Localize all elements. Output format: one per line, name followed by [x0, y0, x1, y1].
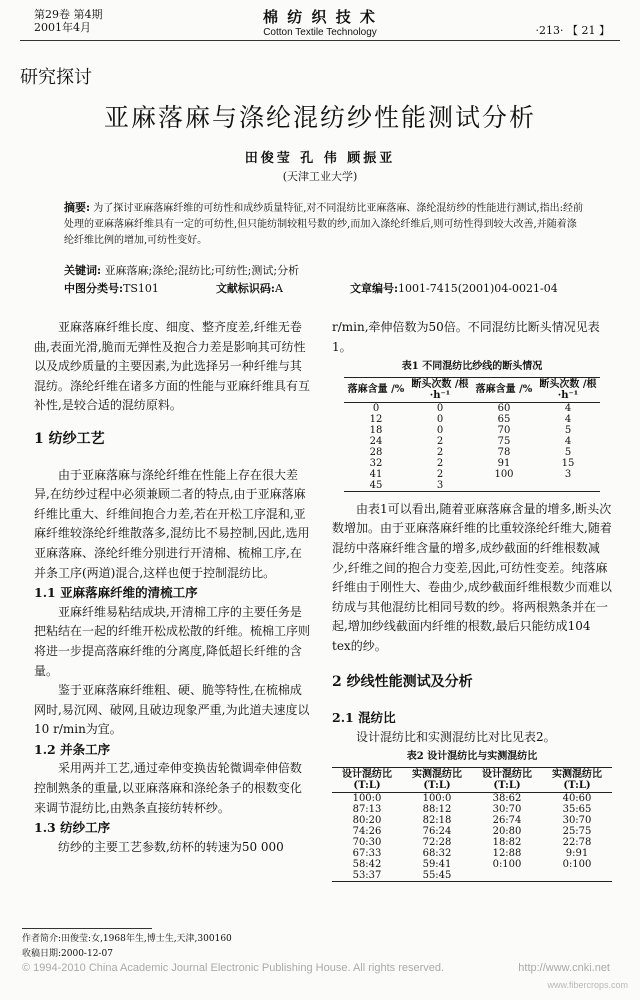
table-cell	[472, 480, 536, 492]
table-header: 断头次数 /根·h⁻¹	[408, 377, 472, 402]
table-cell: 18	[369, 424, 383, 436]
table-cell: 18:82	[492, 836, 522, 848]
table-cell: 78	[497, 446, 511, 458]
table-cell: 60	[497, 402, 511, 414]
table2	[332, 767, 612, 882]
table-cell: 5	[564, 424, 572, 436]
table1-caption: 表1 不同混纺比纱线的断头情况	[401, 361, 543, 373]
table-row	[344, 425, 600, 436]
table-cell: 2	[436, 468, 444, 480]
table-cell: 100:0	[422, 792, 452, 804]
table-cell: 32	[369, 457, 383, 469]
paragraph: 由表1可以看出,随着亚麻落麻含量的增多,断头次数增加。由于亚麻落麻纤维的比重较涤纶纤维大,随着混纺中落麻纤维含量的增多,成纱截面的纤维根数减少,纤维之间的抱合力变差,因此,可纺性变差。纯落麻纤维由于刚性大、卷曲少,成纱截面纤维根数少而难以纺成与其他混纺比相同号数的纱。将两根熟条并在一起,增加纱线截面内纤维的根数,最后只能纺成104 tex的纱。	[332, 501, 612, 653]
intro-paragraph: 亚麻落麻纤维长度、细度、整齐度差,纤维无卷曲,表面光滑,脆而无弹性及抱合力差是影响其可纺性以及成纱质量的主要因素,为此选择另一种纤维与其混纺。涤纶纤维在诸多方面的性能与亚麻纤维具有互补性,是较合适的混纺原料。	[34, 320, 311, 413]
article-no-label: 文章编号:	[349, 282, 399, 295]
table-cell: 30:70	[562, 814, 592, 826]
table1	[344, 377, 600, 492]
table-row	[344, 480, 600, 492]
section-label: 研究探讨	[20, 67, 92, 88]
table-cell: 72:28	[422, 836, 452, 848]
table-cell: 0	[436, 402, 444, 414]
table-cell: 22:78	[562, 836, 592, 848]
table-cell: 2	[436, 446, 444, 458]
classification-label: 中图分类号:	[64, 282, 124, 295]
affiliation: (天津工业大学)	[282, 170, 358, 183]
table-cell: 0:100	[562, 858, 592, 870]
paragraph: r/min,牵伸倍数为50倍。不同混纺比断头情况见表1。	[332, 320, 600, 354]
abstract	[64, 200, 584, 249]
table-cell: 15	[561, 457, 575, 469]
table-cell: 35:65	[562, 803, 592, 815]
table-cell: 9:91	[565, 847, 589, 859]
paragraph: 鉴于亚麻落麻纤维粗、硬、脆等特性,在梳棉成网时,易沉网、破网,且破边现象严重,为此道夫速度以10 r/min为宜。	[34, 683, 310, 737]
article-no-value: 1001-7415(2001)04-0021-04	[398, 282, 558, 295]
table-header: 实测混纺比 (T:L)	[402, 767, 472, 792]
page-number: ·213· 【 21 】	[535, 24, 610, 37]
table-cell: 74:26	[352, 825, 382, 837]
heading-2-1: 2.1 混纺比	[332, 710, 396, 726]
table-row	[344, 458, 600, 469]
author-bio: 作者简介:田俊莹:女,1968年生,博士生,天津,300160	[22, 934, 232, 944]
table-cell: 67:33	[352, 847, 382, 859]
table-header: 落麻含量 /%	[472, 377, 536, 402]
table-header: 设计混纺比 (T:L)	[332, 767, 402, 792]
table-cell: 24	[369, 435, 383, 447]
paragraph: 设计混纺比和实测混纺比对比见表2。	[356, 729, 556, 744]
copyright-notice: © 1994-2010 China Academic Journal Electronic Publishing House. All rights reserved.	[22, 962, 445, 974]
doc-code-value: A	[275, 282, 283, 295]
doc-code-label: 文献标识码:	[215, 282, 275, 295]
table-header: 落麻含量 /%	[344, 377, 408, 402]
table-row	[344, 447, 600, 458]
watermark: www.fibercrops.com	[547, 980, 628, 990]
table-row	[344, 436, 600, 447]
table-cell: 26:74	[492, 814, 522, 826]
table-cell: 28	[369, 446, 383, 458]
table-cell: 100:0	[352, 792, 382, 804]
table-cell: 68:32	[422, 847, 452, 859]
table-header: 断头次数 /根·h⁻¹	[536, 377, 600, 402]
table-cell: 100	[494, 468, 514, 480]
table-cell: 59:41	[422, 858, 452, 870]
table-cell: 88:12	[422, 803, 452, 815]
table-cell: 55:45	[422, 869, 452, 881]
heading-1: 1 纺纱工艺	[34, 430, 105, 447]
footnote-divider	[22, 928, 152, 929]
table-header: 设计混纺比 (T:L)	[472, 767, 542, 792]
article-meta	[64, 262, 558, 298]
journal-name-en: Cotton Textile Technology	[263, 27, 377, 38]
table-cell: 40:60	[562, 792, 592, 804]
classification-row	[64, 280, 558, 298]
table-header: 实测混纺比 (T:L)	[542, 767, 612, 792]
authors: 田俊莹 孔 伟 顾振亚	[244, 151, 396, 166]
table-cell: 75	[497, 435, 511, 447]
table-row	[332, 826, 612, 837]
volume-issue: 第29卷 第4期	[34, 8, 103, 21]
issue-date: 2001年4月	[34, 21, 91, 34]
table2-caption: 表2 设计混纺比与实测混纺比	[406, 751, 538, 763]
table-cell: 5	[564, 446, 572, 458]
paragraph: 纺纱的主要工艺参数,纺杯的转速为50 000	[58, 839, 284, 854]
table-cell: 41	[369, 468, 383, 480]
table-cell: 87:13	[352, 803, 382, 815]
abstract-label: 摘要:	[64, 201, 91, 214]
left-column	[34, 318, 312, 857]
header-divider	[20, 40, 620, 41]
table-cell: 0	[436, 424, 444, 436]
table-cell: 3	[564, 468, 572, 480]
table-cell: 25:75	[562, 825, 592, 837]
heading-1-2: 1.2 并条工序	[34, 741, 111, 757]
table-cell: 45	[369, 479, 383, 491]
table-cell: 91	[497, 457, 511, 469]
paragraph: 亚麻纤维易粘结成块,开清棉工序的主要任务是把粘结在一起的纤维开松成松散的纤维。梳棉工序则将进一步提高落麻纤维的分离度,降低超长纤维的含量。	[34, 604, 311, 678]
article-title: 亚麻落麻与涤纶混纺纱性能测试分析	[103, 103, 536, 132]
table-cell: 3	[436, 479, 444, 491]
received-date: 收稿日期:2000-12-07	[22, 949, 113, 959]
table-cell: 0	[436, 413, 444, 425]
heading-1-3: 1.3 纺纱工序	[34, 820, 111, 836]
table-row	[332, 804, 612, 815]
table-cell: 70:30	[352, 836, 382, 848]
keywords-label: 关键词:	[64, 264, 102, 277]
table-cell: 2	[436, 435, 444, 447]
table-cell: 65	[497, 413, 511, 425]
table-cell: 12:88	[492, 847, 522, 859]
abstract-text: 为了探讨亚麻落麻纤维的可纺性和成纱质量特征,对不同混纺比亚麻落麻、涤纶混纺纱的性能进行测试,指出:经前处理的亚麻落麻纤维具有一定的可纺性,但只能纺制较粗号数的纱,而加入涤纶纤维后,则可纺性得到较大改善,并随着涤纶纤维比例的增加,可纺性变好。	[64, 203, 583, 246]
table-cell: 53:37	[352, 869, 382, 881]
table-cell: 80:20	[352, 814, 382, 826]
table-row	[332, 792, 612, 804]
table-cell: 58:42	[352, 858, 382, 870]
table-cell: 20:80	[492, 825, 522, 837]
table-cell: 30:70	[492, 803, 522, 815]
classification-value: TS101	[123, 282, 159, 295]
table-cell: 12	[369, 413, 383, 425]
table-cell	[472, 870, 542, 882]
table-cell: 82:18	[422, 814, 452, 826]
table-row	[344, 469, 600, 480]
table-cell: 38:62	[492, 792, 522, 804]
keywords-text: 亚麻落麻;涤纶;混纺比;可纺性;测试;分析	[104, 264, 300, 277]
table-cell: 4	[564, 435, 572, 447]
table-row	[344, 402, 600, 414]
table-header-row	[344, 377, 600, 402]
table-row	[332, 837, 612, 848]
table-cell: 4	[564, 402, 572, 414]
table-cell	[536, 480, 600, 492]
table-row	[344, 414, 600, 425]
table-cell: 0	[372, 402, 380, 414]
table-cell	[542, 870, 612, 882]
table-cell: 2	[436, 457, 444, 469]
table-row	[332, 815, 612, 826]
paragraph: 采用两并工艺,通过牵伸变换齿轮微调牵伸倍数控制熟条的重量,以亚麻落麻和涤纶条子的根数变化来调节混纺比,由熟条直接纺转杯纱。	[34, 761, 302, 815]
table-row	[332, 848, 612, 859]
paragraph: 由于亚麻落麻与涤纶纤维在性能上存在很大差异,在纺纱过程中必须兼顾二者的特点,由于亚麻落麻纤维比重大、纤维间抱合力差,若在开松工序混和,亚麻纤维较涤纶纤维散落多,混纺比不易控制,因此,选用亚麻落麻、涤纶纤维分别进行开清棉、梳棉工序,在并条工序(两道)混合,这样也便于控制混纺比。	[34, 467, 310, 580]
table-header-row	[332, 767, 612, 792]
heading-1-1: 1.1 亚麻落麻纤维的清梳工序	[34, 585, 198, 601]
footnote	[22, 932, 232, 962]
table-row	[332, 870, 612, 882]
right-column	[332, 318, 612, 882]
table2-body	[332, 792, 612, 881]
table-cell: 0:100	[492, 858, 522, 870]
table-cell: 70	[497, 424, 511, 436]
keywords	[64, 262, 558, 280]
cnki-link[interactable]: http://www.cnki.net	[518, 962, 610, 974]
heading-2: 2 纱线性能测试及分析	[332, 673, 473, 690]
table-cell: 76:24	[422, 825, 452, 837]
journal-name-cn: 棉 纺 织 技 术	[263, 8, 377, 26]
table-row	[332, 859, 612, 870]
table-cell: 4	[564, 413, 572, 425]
table1-body	[344, 402, 600, 491]
